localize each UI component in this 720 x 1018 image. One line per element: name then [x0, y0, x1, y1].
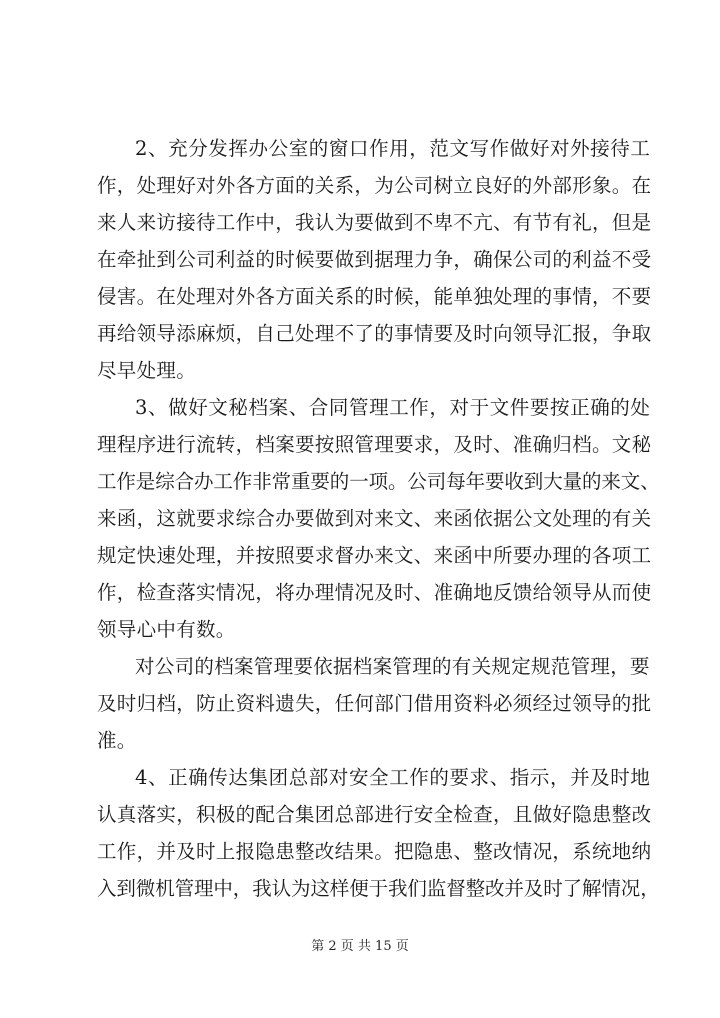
paragraph-4-line-4: 入到微机管理中，我认为这样便于我们监督整改并及时了解情况，	[97, 877, 660, 900]
paragraph-2-line-5: 规定快速处理，并按照要求督办来文、来函中所要办理的各项工	[97, 544, 652, 567]
paragraph-4-line-1: 4、正确传达集团总部对安全工作的要求、指示，并及时地	[135, 766, 651, 789]
paragraph-1-line-4: 在牵扯到公司利益的时候要做到据理力争，确保公司的利益不受	[97, 248, 652, 271]
paragraph-1-line-6: 再给领导添麻烦，自己处理不了的事情要及时向领导汇报，争取	[97, 322, 652, 345]
paragraph-1-line-3: 来人来访接待工作中，我认为要做到不卑不亢、有节有礼，但是	[97, 211, 652, 234]
paragraph-4-line-3: 工作，并及时上报隐患整改结果。把隐患、整改情况，系统地纳	[97, 840, 652, 863]
paragraph-2-line-6: 作，检查落实情况，将办理情况及时、准确地反馈给领导从而使	[97, 581, 652, 604]
paragraph-3-line-1: 对公司的档案管理要依据档案管理的有关规定规范管理，要	[135, 655, 650, 678]
paragraph-2-line-3: 工作是综合办工作非常重要的一项。公司每年要收到大量的来文、	[97, 470, 660, 493]
paragraph-3-line-2: 及时归档，防止资料遗失，任何部门借用资料必须经过领导的批	[97, 692, 652, 715]
paragraph-3-line-3: 准。	[97, 729, 137, 752]
paragraph-1-line-1: 2、充分发挥办公室的窗口作用，范文写作做好对外接待工	[135, 137, 651, 160]
paragraph-1-line-7: 尽早处理。	[97, 359, 197, 382]
page-number-footer: 第 2 页 共 15 页	[311, 939, 409, 954]
paragraph-2-line-7: 领导心中有数。	[97, 618, 236, 641]
paragraph-2-line-2: 理程序进行流转，档案要按照管理要求，及时、准确归档。文秘	[97, 433, 652, 456]
paragraph-4-line-2: 认真落实，积极的配合集团总部进行安全检查，且做好隐患整改	[97, 803, 652, 826]
paragraph-2-line-1: 3、做好文秘档案、合同管理工作，对于文件要按正确的处	[135, 396, 651, 419]
paragraph-2-line-4: 来函，这就要求综合办要做到对来文、来函依据公文处理的有关	[97, 507, 652, 530]
paragraph-1-line-5: 侵害。在处理对外各方面关系的时候，能单独处理的事情，不要	[97, 285, 652, 308]
paragraph-1-line-2: 作，处理好对外各方面的关系，为公司树立良好的外部形象。在	[97, 174, 652, 197]
